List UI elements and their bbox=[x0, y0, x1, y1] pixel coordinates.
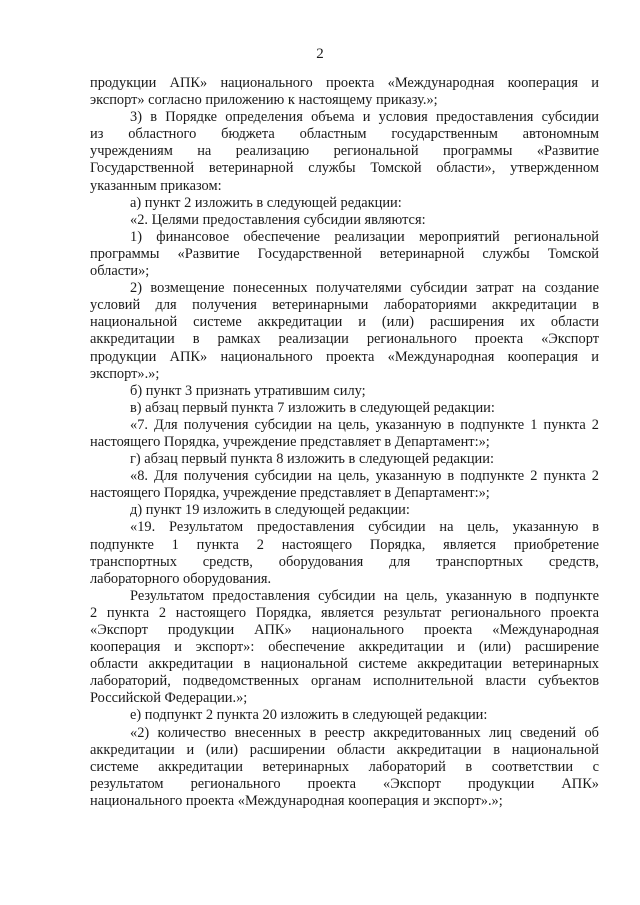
text-line: лабораторий, подведомственных органам исполнительной власти субъектов bbox=[90, 673, 599, 690]
text-line: «Экспорт продукции АПК» национального проекта «Международная bbox=[90, 622, 599, 638]
text-line: б) пункт 3 признать утратившим силу; bbox=[130, 382, 366, 399]
text-line: аккредитации в рамках реализации регионального проекта «Экспорт bbox=[90, 331, 599, 348]
text-line: «19. Результатом предоставления субсидии на цель, указанную в bbox=[130, 519, 599, 536]
text-line: Государственной ветеринарной службы Томской области», утвержденном bbox=[90, 160, 599, 177]
text-line: продукции АПК» национального проекта «Международная кооперация и bbox=[90, 348, 599, 365]
text-line: 3) в Порядке определения объема и условия предоставления субсидии bbox=[130, 109, 599, 126]
text-line: результатом регионального проекта «Экспорт продукции АПК» bbox=[90, 775, 599, 792]
text-line: г) абзац первый пункта 8 изложить в следующей редакции: bbox=[130, 451, 494, 468]
page-number: 2 bbox=[316, 46, 324, 62]
text-line: «2. Целями предоставления субсидии являются: bbox=[130, 211, 426, 228]
text-line: подпункте 1 пункта 2 настоящего Порядка, является приобретение bbox=[90, 536, 599, 553]
text-line: системе аккредитации ветеринарных лабораторий в соответствии с bbox=[90, 758, 599, 775]
text-line: национального проекта «Международная кооперация и экспорт».»; bbox=[90, 792, 503, 809]
text-line: из областного бюджета областным государственным автономным bbox=[90, 126, 599, 143]
text-line: экспорт».»; bbox=[90, 365, 160, 382]
text-line: транспортных средств, оборудования для транспортных средств, bbox=[90, 553, 599, 570]
document-body bbox=[90, 75, 599, 810]
text-line: программы «Развитие Государственной ветеринарной службы Томской bbox=[90, 245, 599, 262]
text-line: области»; bbox=[90, 263, 150, 280]
text-line: 2 пункта 2 настоящего Порядка, является результат регионального проекта bbox=[90, 604, 599, 621]
text-line: кооперация и экспорт»: обеспечение аккредитации и (или) расширение bbox=[90, 639, 599, 656]
text-line: «8. Для получения субсидии на цель, указанную в подпункте 2 пункта 2 bbox=[130, 468, 599, 485]
text-line: а) пункт 2 изложить в следующей редакции: bbox=[130, 194, 402, 211]
text-line: настоящего Порядка, учреждение представляет в Департамент:»; bbox=[90, 433, 490, 450]
text-line: национальной системе аккредитации и (или) расширения их области bbox=[90, 314, 599, 331]
text-line: в) абзац первый пункта 7 изложить в следующей редакции: bbox=[130, 399, 495, 416]
text-line: 1) финансовое обеспечение реализации мероприятий региональной bbox=[130, 228, 599, 245]
text-line: продукции АПК» национального проекта «Международная кооперация и bbox=[90, 75, 599, 91]
text-line: условий для получения ветеринарными лабораториями аккредитации в bbox=[90, 297, 599, 314]
text-line: Российской Федерации.»; bbox=[90, 690, 248, 707]
text-line: Результатом предоставления субсидии на цель, указанную в подпункте bbox=[130, 587, 599, 604]
text-line: «2) количество внесенных в реестр аккредитованных лиц сведений об bbox=[130, 724, 599, 741]
text-line: аккредитации и (или) расширении области аккредитации в национальной bbox=[90, 741, 599, 758]
text-line: «7. Для получения субсидии на цель, указанную в подпункте 1 пункта 2 bbox=[130, 416, 599, 433]
text-line: учреждениям на реализацию региональной программы «Развитие bbox=[90, 143, 599, 160]
text-line: лабораторного оборудования. bbox=[90, 570, 272, 587]
text-line: настоящего Порядка, учреждение представляет в Департамент:»; bbox=[90, 485, 490, 502]
text-line: 2) возмещение понесенных получателями субсидии затрат на создание bbox=[130, 280, 599, 297]
text-line: экспорт» согласно приложению к настоящему приказу.»; bbox=[90, 92, 438, 109]
text-line: е) подпункт 2 пункта 20 изложить в следующей редакции: bbox=[130, 707, 488, 724]
text-line: д) пункт 19 изложить в следующей редакции: bbox=[130, 502, 410, 519]
text-line: области аккредитации в национальной системе аккредитации ветеринарных bbox=[90, 656, 599, 673]
text-line: указанным приказом: bbox=[90, 177, 222, 194]
